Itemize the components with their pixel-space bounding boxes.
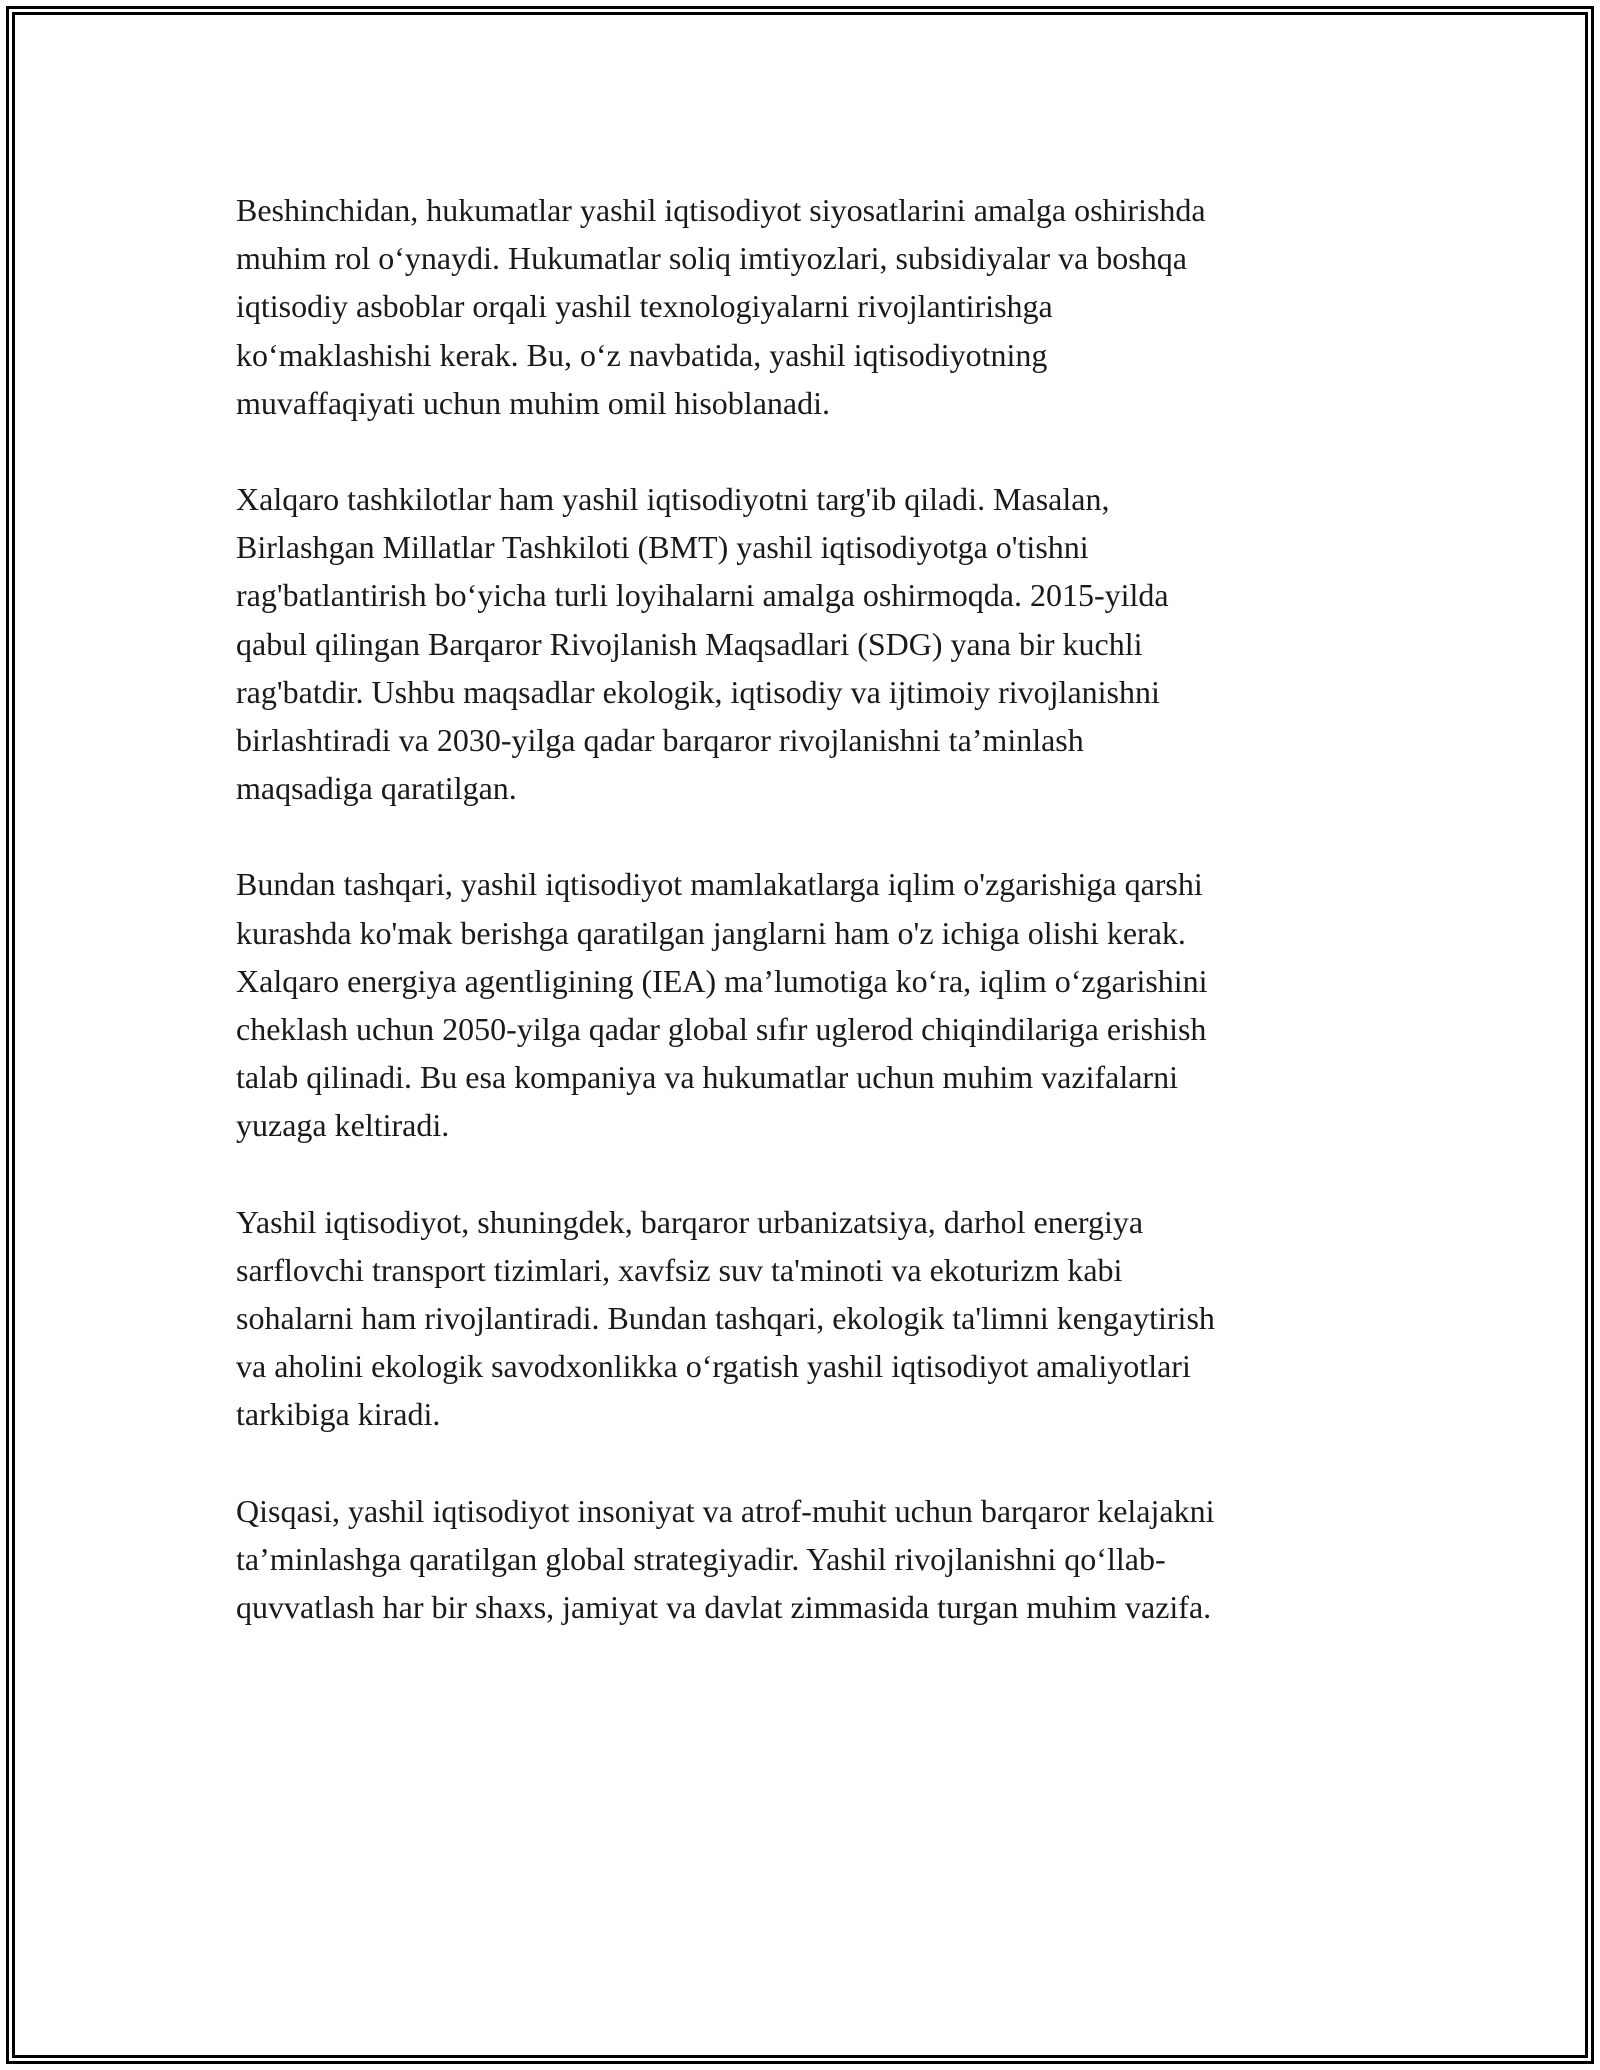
paragraph-4: Yashil iqtisodiyot, shuningdek, barqaror urbanizatsiya, darhol energiya sarflovchi transport tizimlari, xavfsiz suv ta'minoti va ekoturizm kabi sohalarni ham rivojlantiradi. Bundan tashqari, ekologik ta'limni kengaytirish va aholini ekologik savodxonlikka o‘rgatish yashil iqtisodiyot amaliyotlari tarkibiga kiradi. [236,1203,1215,1433]
paragraph-5: Qisqasi, yashil iqtisodiyot insoniyat va atrof-muhit uchun barqaror kelajakni ta’minlashga qaratilgan global strategiyadir. Yashil rivojlanishni qo‘llab- quvvatlash har bir shaxs, jamiyat va davlat zimmasida turgan muhim vazifa. [236,1492,1215,1626]
paragraph-3: Bundan tashqari, yashil iqtisodiyot mamlakatlarga iqlim o'zgarishiga qarshi kurashda ko'mak berishga qaratilgan janglarni ham o'z ichiga olishi kerak. Xalqaro energiya agentligining (IEA) ma’lumotiga ko‘ra, iqlim o‘zgarishini cheklash uchun 2050-yilga qadar global sıfır uglerod chiqindilariga erishish talab qilinadi. Bu esa kompaniya va hukumatlar uchun muhim vazifalarni yuzaga keltiradi. [236,866,1208,1144]
paragraph-2: Xalqaro tashkilotlar ham yashil iqtisodiyotni targ'ib qiladi. Masalan, Birlashgan Millatlar Tashkiloti (BMT) yashil iqtisodiyotga o'tishni rag'batlantirish bo‘yicha turli loyihalarni amalga oshirmoqda. 2015-yilda qabul qilingan Barqaror Rivojlanish Maqsadlari (SDG) yana bir kuchli rag'batdir. Ushbu maqsadlar ekologik, iqtisodiy va ijtimoiy rivojlanishni birlashtiradi va 2030-yilga qadar barqaror rivojlanishni ta’minlash maqsadiga qaratilgan. [236,481,1169,807]
document-body [236,186,1376,1679]
paragraph-1: Beshinchidan, hukumatlar yashil iqtisodiyot siyosatlarini amalga oshirishda muhim rol o‘ynaydi. Hukumatlar soliq imtiyozlari, subsidiyalar va boshqa iqtisodiy asboblar orqali yashil texnologiyalarni rivojlantirishga ko‘maklashishi kerak. Bu, o‘z navbatida, yashil iqtisodiyotning muvaffaqiyati uchun muhim omil hisoblanadi. [236,192,1206,421]
